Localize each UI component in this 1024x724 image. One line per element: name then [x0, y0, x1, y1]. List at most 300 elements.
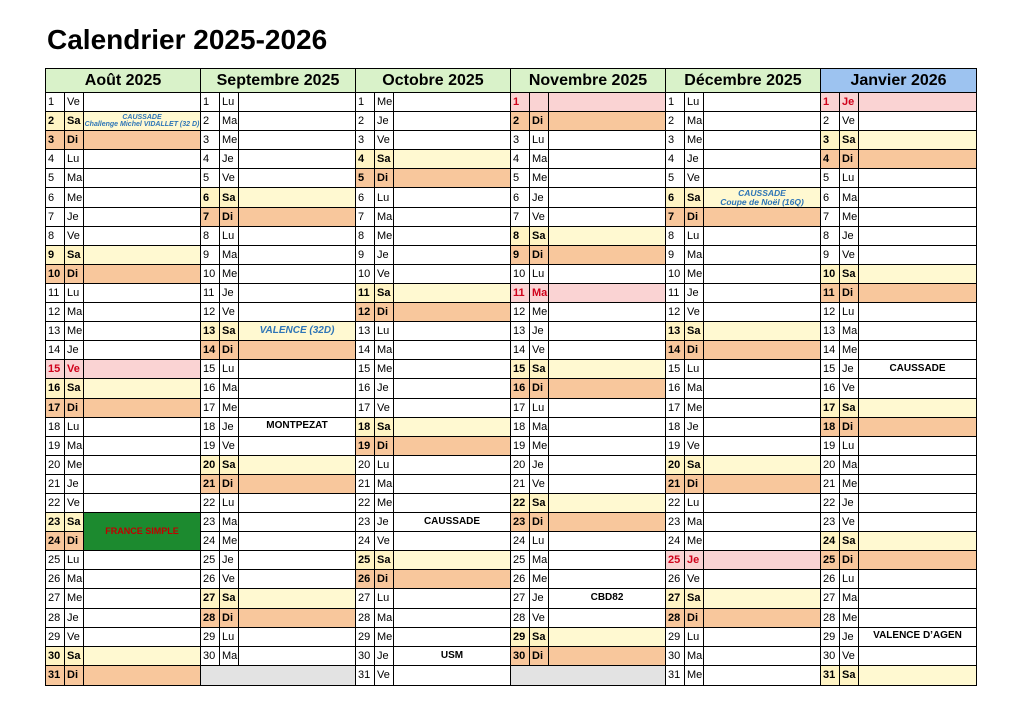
- day-row: [356, 666, 510, 685]
- day-row: [201, 609, 355, 628]
- day-row: [46, 513, 200, 536]
- day-number: 23: [201, 513, 220, 531]
- day-row: [356, 208, 510, 227]
- event-cell: [239, 475, 355, 493]
- day-name: Je: [530, 456, 549, 474]
- day-number: 4: [511, 150, 530, 168]
- day-row: [356, 93, 510, 112]
- day-name: Ma: [840, 456, 859, 474]
- day-row: [356, 475, 510, 494]
- day-row: [201, 341, 355, 360]
- day-number: 9: [511, 246, 530, 264]
- day-name: Ma: [65, 437, 84, 455]
- event-cell: [84, 284, 200, 302]
- day-number: 8: [511, 227, 530, 245]
- day-name: Me: [65, 589, 84, 607]
- event-cell: [704, 494, 820, 512]
- event-cell: [704, 570, 820, 588]
- day-number: 28: [821, 609, 840, 627]
- day-row: [46, 418, 200, 437]
- day-number: 6: [821, 188, 840, 206]
- day-number: 25: [511, 551, 530, 569]
- day-number: 10: [666, 265, 685, 283]
- day-number: 11: [821, 284, 840, 302]
- month-column: [356, 69, 511, 685]
- day-name: Ve: [685, 303, 704, 321]
- day-name: Ve: [65, 628, 84, 646]
- event-cell: [859, 131, 976, 149]
- day-row: [511, 131, 665, 150]
- day-name: Ve: [220, 303, 239, 321]
- month-column: [201, 69, 356, 685]
- day-number: 8: [356, 227, 375, 245]
- day-name: Ma: [840, 322, 859, 340]
- event-cell: [84, 379, 200, 397]
- day-name: Me: [685, 265, 704, 283]
- event-cell: [549, 628, 665, 646]
- day-row: [201, 208, 355, 227]
- day-row: [511, 475, 665, 494]
- day-name: Ma: [375, 208, 394, 226]
- event-cell: [394, 131, 510, 149]
- day-name: Ve: [375, 666, 394, 685]
- day-number: 16: [821, 379, 840, 397]
- day-number: 6: [666, 188, 685, 206]
- day-number: 26: [821, 570, 840, 588]
- event-cell: [84, 112, 200, 130]
- day-row: [201, 131, 355, 150]
- event-cell: [859, 169, 976, 187]
- day-name: Je: [375, 379, 394, 397]
- day-row: [356, 437, 510, 456]
- day-row: [511, 246, 665, 265]
- day-name: Me: [65, 188, 84, 206]
- event-cell: [859, 589, 976, 607]
- event-cell: [239, 589, 355, 607]
- day-number: 12: [201, 303, 220, 321]
- day-number: 3: [356, 131, 375, 149]
- day-row: [511, 666, 665, 685]
- day-name: Je: [840, 93, 859, 111]
- event-cell: [549, 418, 665, 436]
- day-number: 1: [666, 93, 685, 111]
- day-number: 26: [356, 570, 375, 588]
- event-cell: [549, 437, 665, 455]
- day-row: [511, 93, 665, 112]
- day-row: [356, 227, 510, 246]
- day-name: Ve: [65, 360, 84, 378]
- month-column: [46, 69, 201, 685]
- day-number: 4: [46, 150, 65, 168]
- event-label: CAUSSADE Coupe de Noël (16Q): [720, 187, 804, 207]
- day-row: [201, 246, 355, 265]
- day-row: [201, 513, 355, 532]
- event-cell: [84, 227, 200, 245]
- day-number: 18: [666, 418, 685, 436]
- day-name: Je: [685, 284, 704, 302]
- day-number: 6: [201, 188, 220, 206]
- day-name: Je: [840, 227, 859, 245]
- event-cell: [549, 570, 665, 588]
- event-cell: [704, 341, 820, 359]
- event-cell: [84, 418, 200, 436]
- day-number: 25: [356, 551, 375, 569]
- event-cell: [549, 131, 665, 149]
- day-row: [821, 379, 976, 398]
- day-row: [46, 341, 200, 360]
- event-cell: [859, 227, 976, 245]
- day-row: [201, 437, 355, 456]
- day-number: 15: [201, 360, 220, 378]
- day-name: Je: [65, 475, 84, 493]
- day-name: Di: [530, 513, 549, 531]
- day-row: [666, 322, 820, 341]
- day-name: Di: [375, 437, 394, 455]
- day-name: Di: [375, 303, 394, 321]
- event-cell: [704, 131, 820, 149]
- event-cell: [859, 513, 976, 531]
- event-cell: [704, 609, 820, 627]
- day-number: 27: [511, 589, 530, 607]
- day-row: [46, 628, 200, 647]
- day-number: 23: [666, 513, 685, 531]
- day-name: Lu: [840, 570, 859, 588]
- day-name: Me: [375, 628, 394, 646]
- day-name: Sa: [65, 246, 84, 264]
- event-cell: [84, 475, 200, 493]
- event-cell: [84, 322, 200, 340]
- day-number: 2: [201, 112, 220, 130]
- event-cell: [549, 150, 665, 168]
- event-cell: [511, 666, 665, 685]
- day-row: [201, 551, 355, 570]
- event-label: USM: [440, 649, 464, 661]
- event-cell: [859, 265, 976, 283]
- event-cell: [239, 437, 355, 455]
- day-number: 12: [821, 303, 840, 321]
- day-number: 5: [511, 169, 530, 187]
- day-name: Lu: [685, 494, 704, 512]
- day-name: Je: [65, 609, 84, 627]
- day-name: Je: [685, 418, 704, 436]
- day-number: 4: [201, 150, 220, 168]
- day-row: [356, 589, 510, 608]
- day-name: Lu: [220, 360, 239, 378]
- event-cell: [704, 475, 820, 493]
- event-cell: [84, 570, 200, 588]
- event-cell: [549, 589, 665, 607]
- day-number: 19: [666, 437, 685, 455]
- day-name: Sa: [530, 360, 549, 378]
- day-name: Lu: [685, 628, 704, 646]
- day-row: [356, 418, 510, 437]
- day-name: Ma: [840, 188, 859, 206]
- day-row: [356, 169, 510, 188]
- day-name: Sa: [530, 628, 549, 646]
- day-name: Je: [220, 418, 239, 436]
- day-name: Ma: [220, 246, 239, 264]
- event-cell: [239, 341, 355, 359]
- day-name: Sa: [375, 551, 394, 569]
- day-row: [821, 570, 976, 589]
- day-name: Me: [685, 666, 704, 685]
- day-number: 20: [511, 456, 530, 474]
- day-name: Sa: [65, 513, 84, 531]
- event-cell: [84, 246, 200, 264]
- event-cell: [704, 532, 820, 550]
- day-number: 15: [511, 360, 530, 378]
- event-cell: [394, 418, 510, 436]
- day-number: 21: [666, 475, 685, 493]
- day-number: 20: [46, 456, 65, 474]
- day-number: 16: [201, 379, 220, 397]
- day-row: [356, 341, 510, 360]
- day-name: Ma: [840, 589, 859, 607]
- day-row: [666, 628, 820, 647]
- day-name: Sa: [65, 112, 84, 130]
- day-row: [356, 112, 510, 131]
- event-cell: [859, 456, 976, 474]
- day-number: 28: [201, 609, 220, 627]
- day-row: [201, 494, 355, 513]
- event-cell: [239, 456, 355, 474]
- day-number: 9: [201, 246, 220, 264]
- day-name: Je: [375, 246, 394, 264]
- day-name: Me: [685, 532, 704, 550]
- day-row: [201, 399, 355, 418]
- day-name: Sa: [840, 399, 859, 417]
- day-number: 14: [356, 341, 375, 359]
- event-cell: [394, 494, 510, 512]
- event-cell: [704, 112, 820, 130]
- event-cell: [549, 456, 665, 474]
- day-name: Ma: [685, 379, 704, 397]
- day-name: Di: [530, 246, 549, 264]
- day-name: Sa: [375, 284, 394, 302]
- event-cell: [239, 227, 355, 245]
- day-number: 30: [666, 647, 685, 665]
- day-number: 11: [511, 284, 530, 302]
- day-row: [511, 437, 665, 456]
- event-cell: [704, 360, 820, 378]
- day-name: Ma: [220, 513, 239, 531]
- day-number: 21: [821, 475, 840, 493]
- event-cell: [239, 169, 355, 187]
- day-name: Sa: [220, 188, 239, 206]
- day-name: Ve: [530, 208, 549, 226]
- day-row: [201, 418, 355, 437]
- page-title: Calendrier 2025-2026: [47, 24, 328, 55]
- event-cell: [239, 379, 355, 397]
- day-row: [666, 303, 820, 322]
- event-cell: [84, 188, 200, 206]
- day-name: Je: [840, 628, 859, 646]
- event-cell: [394, 475, 510, 493]
- day-number: 18: [821, 418, 840, 436]
- day-number: 7: [356, 208, 375, 226]
- day-number: 29: [511, 628, 530, 646]
- event-cell: [239, 246, 355, 264]
- day-name: Lu: [65, 551, 84, 569]
- day-number: 7: [666, 208, 685, 226]
- day-number: 4: [356, 150, 375, 168]
- day-name: Lu: [220, 227, 239, 245]
- event-label: CAUSSADE Challenge Michel VIDALLET (32 D): [84, 113, 200, 129]
- day-number: 13: [511, 322, 530, 340]
- day-row: [46, 150, 200, 169]
- event-cell: [859, 418, 976, 436]
- day-row: [511, 513, 665, 532]
- day-number: 7: [46, 208, 65, 226]
- day-number: 19: [356, 437, 375, 455]
- day-row: [356, 628, 510, 647]
- day-number: 17: [46, 399, 65, 417]
- day-number: 20: [821, 456, 840, 474]
- day-name: Ma: [375, 341, 394, 359]
- day-name: Ve: [840, 647, 859, 665]
- day-row: [356, 188, 510, 207]
- day-row: [511, 227, 665, 246]
- day-number: 27: [201, 589, 220, 607]
- day-row: [666, 666, 820, 685]
- day-row: [46, 666, 200, 685]
- day-name: Me: [220, 131, 239, 149]
- day-name: Di: [375, 169, 394, 187]
- day-row: [511, 628, 665, 647]
- day-name: Sa: [220, 322, 239, 340]
- day-row: [46, 131, 200, 150]
- event-cell: [84, 609, 200, 627]
- day-number: 7: [821, 208, 840, 226]
- event-cell: [549, 169, 665, 187]
- day-name: Ve: [375, 131, 394, 149]
- day-name: Lu: [530, 265, 549, 283]
- day-name: Ma: [375, 609, 394, 627]
- event-cell: [239, 188, 355, 206]
- day-number: 31: [46, 666, 65, 685]
- day-row: [821, 322, 976, 341]
- day-row: [821, 532, 976, 551]
- event-cell: [859, 399, 976, 417]
- day-row: [356, 303, 510, 322]
- event-cell: [394, 532, 510, 550]
- day-row: [511, 150, 665, 169]
- event-cell: [704, 666, 820, 685]
- day-number: 27: [356, 589, 375, 607]
- day-number: 19: [821, 437, 840, 455]
- day-number: 11: [201, 284, 220, 302]
- day-row: [666, 208, 820, 227]
- event-cell: [394, 589, 510, 607]
- day-row: [821, 418, 976, 437]
- day-row: [46, 437, 200, 456]
- day-name: Lu: [685, 227, 704, 245]
- event-cell: [704, 208, 820, 226]
- event-cell: [239, 494, 355, 512]
- event-cell: [859, 150, 976, 168]
- day-number: 21: [356, 475, 375, 493]
- day-name: Ve: [840, 112, 859, 130]
- event-cell: [84, 169, 200, 187]
- day-name: Me: [220, 265, 239, 283]
- day-name: Sa: [65, 647, 84, 665]
- day-row: [821, 666, 976, 685]
- day-name: Lu: [840, 303, 859, 321]
- day-number: 18: [46, 418, 65, 436]
- event-cell: [239, 284, 355, 302]
- day-row: [666, 246, 820, 265]
- event-cell: [549, 609, 665, 627]
- day-row: [511, 169, 665, 188]
- day-number: 20: [356, 456, 375, 474]
- day-number: 14: [666, 341, 685, 359]
- event-cell: [549, 475, 665, 493]
- day-name: Di: [65, 532, 84, 550]
- day-row: [46, 475, 200, 494]
- event-cell: [84, 341, 200, 359]
- event-cell: [394, 341, 510, 359]
- day-name: Lu: [220, 628, 239, 646]
- day-row: [511, 551, 665, 570]
- event-cell: [704, 418, 820, 436]
- day-number: 8: [201, 227, 220, 245]
- day-row: [511, 379, 665, 398]
- event-cell: [239, 112, 355, 130]
- day-row: [511, 494, 665, 513]
- day-number: 7: [511, 208, 530, 226]
- day-row: [511, 532, 665, 551]
- day-number: 24: [511, 532, 530, 550]
- day-row: [666, 112, 820, 131]
- day-row: [46, 284, 200, 303]
- day-number: 5: [46, 169, 65, 187]
- day-row: [46, 112, 200, 131]
- day-row: [666, 513, 820, 532]
- day-row: [666, 227, 820, 246]
- day-number: 9: [666, 246, 685, 264]
- day-number: 26: [201, 570, 220, 588]
- event-cell: [84, 666, 200, 685]
- day-name: Me: [840, 475, 859, 493]
- day-number: 5: [356, 169, 375, 187]
- day-name: Je: [65, 208, 84, 226]
- day-name: Di: [65, 666, 84, 685]
- day-name: Lu: [840, 437, 859, 455]
- day-name: Ve: [530, 475, 549, 493]
- day-name: Di: [685, 208, 704, 226]
- day-row: [201, 647, 355, 666]
- event-cell: [84, 265, 200, 283]
- day-row: [821, 169, 976, 188]
- event-cell: [549, 303, 665, 321]
- event-cell: [704, 265, 820, 283]
- day-name: Ve: [220, 169, 239, 187]
- day-number: 15: [821, 360, 840, 378]
- day-row: [201, 475, 355, 494]
- day-name: Sa: [685, 188, 704, 206]
- event-cell: [704, 513, 820, 531]
- day-row: [511, 360, 665, 379]
- day-row: [511, 265, 665, 284]
- day-name: Ve: [685, 437, 704, 455]
- day-number: 29: [666, 628, 685, 646]
- day-name: Ma: [220, 379, 239, 397]
- day-number: 26: [666, 570, 685, 588]
- event-label: FRANCE SIMPLE: [84, 513, 200, 551]
- day-row: [666, 475, 820, 494]
- day-number: 15: [46, 360, 65, 378]
- day-row: [46, 93, 200, 112]
